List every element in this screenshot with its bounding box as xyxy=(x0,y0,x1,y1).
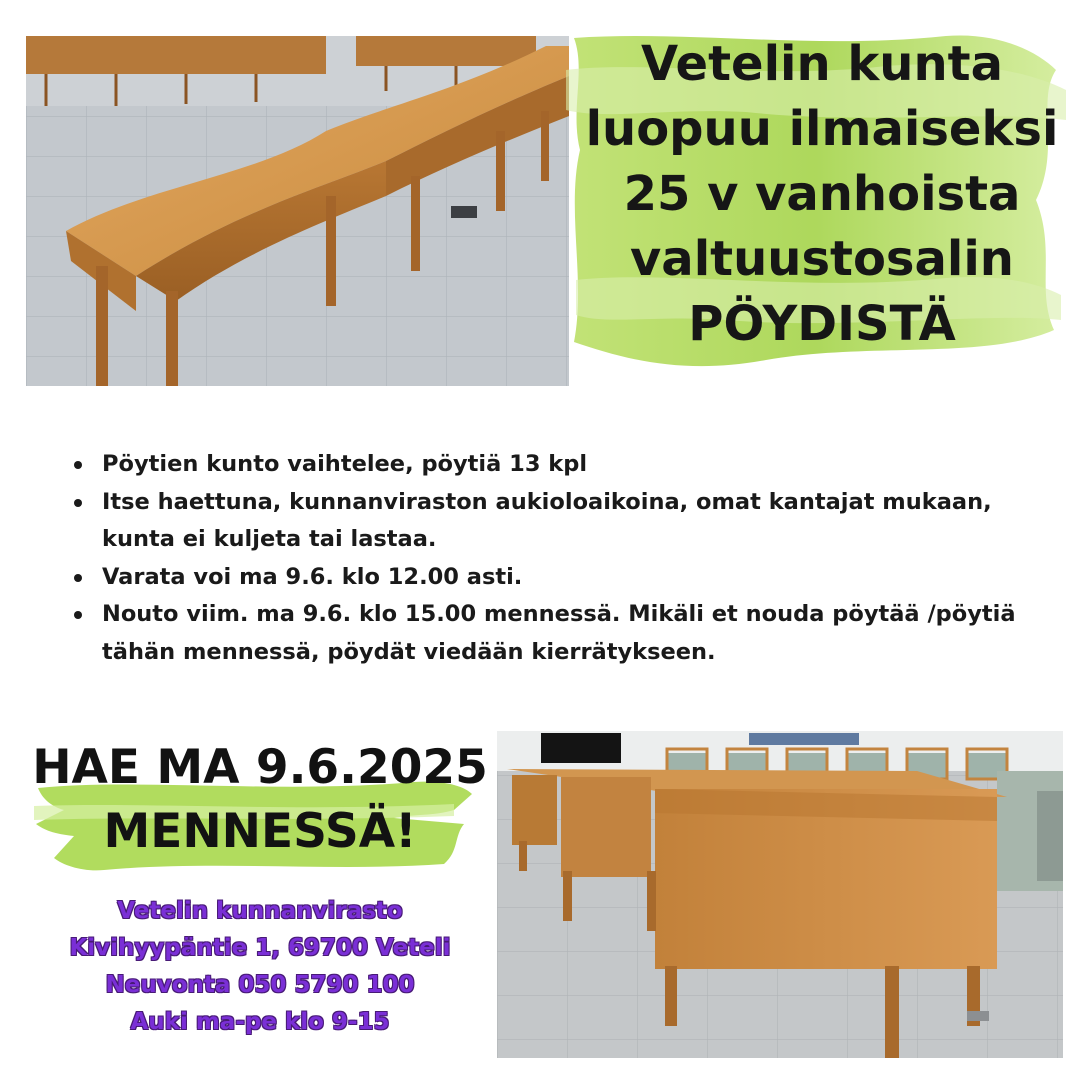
title-line-4: valtuustosalin xyxy=(630,231,1014,287)
deadline-line-1: HAE MA 9.6.2025 xyxy=(32,740,488,795)
page-title xyxy=(572,32,1072,357)
list-item: Varata voi ma 9.6. klo 12.00 asti. xyxy=(74,559,1034,597)
title-line-2: luopuu ilmaiseksi xyxy=(585,101,1059,157)
deadline-heading xyxy=(30,736,490,864)
title-line-1: Vetelin kunta xyxy=(641,36,1003,92)
contact-office: Vetelin kunnanvirasto xyxy=(117,898,403,924)
list-item: Itse haettuna, kunnanviraston aukioloaikoina, omat kantajat mukaan, kunta ei kuljeta tai lastaa. xyxy=(74,484,1034,559)
contact-phone: Neuvonta 050 5790 100 xyxy=(105,972,415,998)
contact-address: Kivihyypäntie 1, 69700 Veteli xyxy=(69,935,451,961)
photo-desks-curved xyxy=(26,36,569,386)
contact-hours: Auki ma-pe klo 9-15 xyxy=(130,1009,390,1035)
list-item: Pöytien kunto vaihtelee, pöytiä 13 kpl xyxy=(74,446,1034,484)
title-line-5: PÖYDISTÄ xyxy=(688,296,956,352)
title-line-3: 25 v vanhoista xyxy=(623,166,1021,222)
deadline-line-2: MENNESSÄ! xyxy=(103,804,417,859)
photo-desks-row xyxy=(497,731,1063,1058)
info-list xyxy=(74,446,1034,671)
list-item: Nouto viim. ma 9.6. klo 15.00 mennessä. Mikäli et nouda pöytää /pöytiä tähän mennessä, pöydät viedään kierrätykseen. xyxy=(74,596,1034,671)
contact-block xyxy=(40,893,480,1041)
